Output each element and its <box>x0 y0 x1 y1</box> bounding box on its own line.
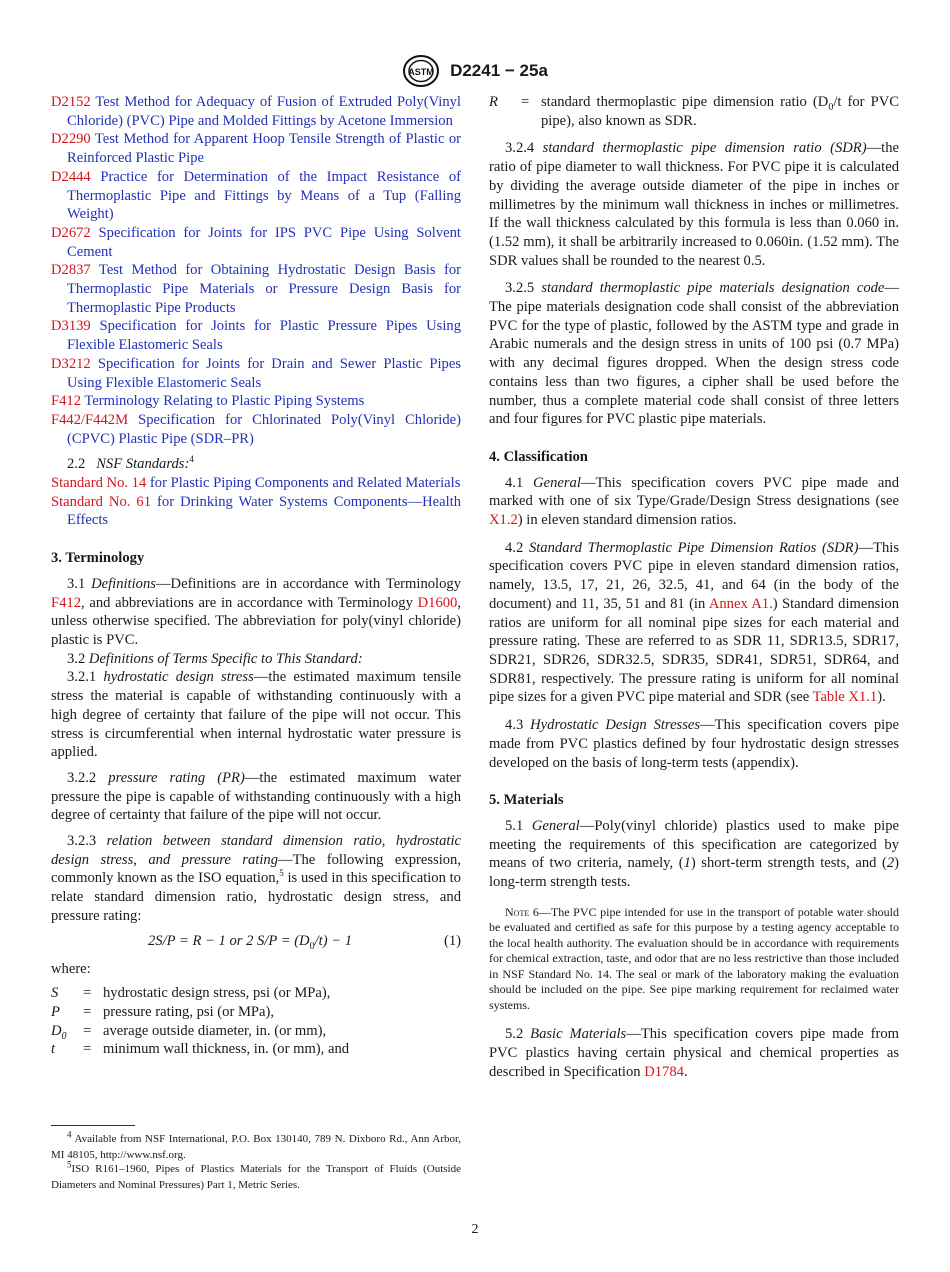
reference-link[interactable]: D1784 <box>644 1063 684 1080</box>
section-term: Definitions <box>91 575 156 592</box>
right-column <box>489 93 899 1081</box>
paragraph-5-1 <box>489 817 899 892</box>
reference-code-link[interactable]: D2672 <box>51 224 91 241</box>
footnote-text: Available from NSF International, P.O. Box 130140, 789 N. Dixboro Rd., Ann Arbor, MI 48105, http://www.nsf.org. <box>51 1133 461 1161</box>
equals-sign: = <box>83 1041 92 1058</box>
reference-item <box>51 130 461 167</box>
section-term: Basic Materials <box>530 1026 627 1043</box>
left-column <box>51 93 461 1059</box>
document-id: D2241 − 25a <box>450 61 548 80</box>
section-term: hydrostatic design stress <box>103 669 254 686</box>
body-text: —This specification covers PVC pipe in eleven standard dimension ratios, namely, 13.5, 17, 21, 26, 32.5, 41, and 64 (in the body of the document) and 11, 35, 51 and 81 (in <box>489 539 900 612</box>
reference-code-link[interactable]: D2152 <box>51 94 91 110</box>
reference-title-link[interactable]: Specification for Joints for IPS PVC Pipe Using Solvent Cement <box>67 224 461 260</box>
body-text: is used in this specification to relate standard dimension ratio, hydrostatic design stress, and pressure rating: <box>51 870 461 924</box>
definition-text: average outside diameter, in. (or mm), <box>103 1022 327 1039</box>
reference-code-link[interactable]: D3212 <box>51 355 91 372</box>
footnote-marker: 4 <box>67 1129 72 1140</box>
body-text: ) short-term strength tests, and ( <box>690 855 887 872</box>
body-text: —This specification covers pipe made from PVC plastics defined by four hydrostatic design stresses developed on the basis of long-term tests (appendix). <box>489 717 899 771</box>
equation-or: or <box>229 932 243 949</box>
equation-expression <box>148 932 352 951</box>
reference-code-link[interactable]: F442/F442M <box>51 411 129 428</box>
equation-subscript: 0 <box>309 940 315 952</box>
section-number: 5.2 <box>505 1026 524 1043</box>
reference-title-link[interactable]: Test Method for Obtaining Hydrostatic Design Basis for Thermoplastic Pipe Materials or Pressure Design Basis for Thermoplastic Pipe Products <box>67 262 461 316</box>
section-number: 4.3 <box>505 717 524 734</box>
footnote-divider <box>51 1125 135 1126</box>
reference-code-link[interactable]: D2444 <box>51 168 91 185</box>
section-heading: 3. Terminology <box>51 550 145 567</box>
equation-rhs: /t) − 1 <box>314 932 353 949</box>
footnote-marker: 5 <box>67 1159 72 1170</box>
nsf-standards-heading <box>51 455 461 474</box>
reference-title-link[interactable]: Specification for Joints for Drain and Sewer Plastic Pipes Using Flexible Elastomeric Seals <box>67 355 461 391</box>
svg-text:ASTM: ASTM <box>408 67 434 77</box>
reference-code-link[interactable]: F412 <box>51 393 82 410</box>
section-heading: 4. Classification <box>489 448 588 465</box>
body-text: ) Standard dimension ratios are uniform for all nominal pipe sizes for each material and pressure rating. These are referred to as SDR 11, SDR13.5, SDR17, SDR21, SDR26, SDR32.5, SDR35, SDR41, SDR51, SDR64, and SDR81, respectively. The pressure rating is uniform for all nominal pipe sizes for a given PVC pipe material and SDR (see <box>489 595 899 706</box>
reference-title-link[interactable]: Test Method for Apparent Hoop Tensile Strength of Plastic or Reinforced Plastic Pipe <box>67 131 461 167</box>
definition-row <box>51 1003 349 1022</box>
symbol: S <box>51 985 59 1002</box>
section-number: 3.2.2 <box>67 769 97 786</box>
reference-item <box>51 224 461 261</box>
section-term: General <box>533 474 581 491</box>
body-text: , and abbreviations are in accordance with Terminology <box>81 594 418 611</box>
section-term: standard thermoplastic pipe materials designation code <box>541 280 885 297</box>
body-text: , unless otherwise specified. The abbreviation for poly(vinyl chloride) plastic is PVC. <box>51 594 461 648</box>
section-number: 3.2.5 <box>505 280 535 297</box>
astm-logo-icon <box>402 54 440 88</box>
reference-code-link[interactable]: D2837 <box>51 262 91 279</box>
iso-equation <box>51 932 461 952</box>
note-label: Note 6 <box>505 904 539 919</box>
footnote-5 <box>51 1159 461 1193</box>
variable-definitions <box>51 984 349 1059</box>
body-text: —The pipe materials designation code shall consist of the abbreviation PVC for the type of plastic, followed by the ASTM type and grade in Arabic numerals and the design stress in units of 100 psi (0.7 MPa) with any decimal figures dropped. When the design stress code contains less than two figures, a cipher shall be used before the number, thus a complete material code shall consist of three letters and four figures for PVC plastic pipe materials. <box>489 280 900 428</box>
reference-link[interactable]: D1600 <box>417 594 458 611</box>
section-term: NSF Standards: <box>96 456 190 473</box>
equals-sign: = <box>83 1003 92 1020</box>
definition-text: standard thermoplastic pipe dimension ratio ($D_0/t$ for PVC pipe), also known as SDR. <box>541 94 900 129</box>
reference-title-link[interactable]: Test Method for Adequacy of Fusion of Extruded Poly(Vinyl Chloride) (PVC) Pipe and Molded Fittings by Acetone Immersion <box>67 94 461 129</box>
section-term: Hydrostatic Design Stresses <box>530 717 701 734</box>
paragraph-3-2 <box>51 650 461 669</box>
body-text: —Definitions are in accordance with Terminology <box>155 575 461 592</box>
section-number: 3.2.1 <box>67 669 97 686</box>
body-text: —the estimated maximum tensile stress the material is capable of withstanding continuously with a high degree of certainty that failure of the pipe will not occur. This stress is circumferential when internal hydrostatic water pressure is applied. <box>51 669 462 761</box>
section-number: 3.1 <box>67 575 86 592</box>
referenced-documents-list <box>51 93 461 448</box>
section-number: 3.2 <box>67 650 86 667</box>
section-number: 2.2 <box>67 456 86 473</box>
reference-code-link[interactable]: D2290 <box>51 131 91 148</box>
section-term: pressure rating (PR) <box>108 769 245 786</box>
paragraph-3-2-4 <box>489 139 899 270</box>
body-text: ) long-term strength tests. <box>489 855 899 891</box>
body-text: ) in eleven standard dimension ratios. <box>517 512 737 529</box>
section-heading: 5. Materials <box>489 792 564 809</box>
reference-link[interactable]: Annex A1. <box>708 595 773 612</box>
section-number: 3.2.4 <box>505 140 535 157</box>
footnote-text: ISO R161–1960, Pipes of Plastics Materials for the Transport of Fluids (Outside Diameters and Nominal Pressures) Part 1, Metric Series. <box>51 1163 461 1191</box>
paragraph-3-1 <box>51 575 461 650</box>
reference-item <box>51 392 461 411</box>
note-text: —The PVC pipe intended for use in the transport of potable water should be evaluated and certified as safe for this purpose by a testing agency acceptable to the local health authority. The evaluation should be in accordance with requirements for chemical extraction, taste, and odor that are no less restrictive than those included in NSF Standard No. 14. The seal or mark of the laboratory making the evaluation should be included on the pipe. See pipe marking requirement for reclaimed water systems. <box>489 904 900 1012</box>
section-term: General <box>531 817 580 834</box>
paragraph-4-3 <box>489 716 899 772</box>
reference-item <box>51 493 461 530</box>
definition-text: minimum wall thickness, in. (or mm), and <box>103 1041 350 1058</box>
reference-item <box>51 93 461 130</box>
equation-rhs: 2 S/P = (D <box>246 932 310 949</box>
definition-row <box>51 1022 349 1041</box>
symbol: $D_0$ <box>51 1022 67 1042</box>
footnote-4 <box>51 1129 461 1163</box>
reference-item <box>51 261 461 317</box>
footnote-marker: 4 <box>189 454 194 465</box>
paragraph-5-2 <box>489 1025 899 1081</box>
paragraph-3-2-3 <box>51 832 461 926</box>
definition-text: hydrostatic design stress, psi (or MPa), <box>103 985 331 1002</box>
body-text: —This specification covers pipe made from PVC plastics having certain physical and chemical properties as described in Specification <box>489 1026 899 1080</box>
reference-code-link[interactable]: D3139 <box>51 318 91 335</box>
paragraph-3-2-5 <box>489 279 899 429</box>
reference-code-link[interactable]: Standard No. 61 <box>51 493 152 510</box>
reference-title-link[interactable]: Practice for Determination of the Impact Resistance of Thermoplastic Pipe and Fittings by Means of a Tup (Falling Weight) <box>67 168 461 223</box>
section-term: Definitions of Terms Specific to This Standard: <box>88 650 363 667</box>
page-header <box>0 54 950 88</box>
section-term: relation between standard dimension ratio, hydrostatic design stress, and pressure rating <box>51 833 461 868</box>
body-text: —The following expression, commonly known as the ISO equation, <box>51 851 461 887</box>
body-text: . <box>683 1063 688 1080</box>
reference-item <box>51 474 461 493</box>
equation-lhs: 2S/P = R − 1 <box>148 932 226 949</box>
body-text: ). <box>877 689 886 706</box>
body-text: —Poly(vinyl chloride) plastics used to make pipe meeting the requirements of this specification are categorized by means of two criteria, namely, ( <box>489 817 899 872</box>
reference-item <box>51 411 461 448</box>
section-number: 5.1 <box>505 817 524 834</box>
section-number: 3.2.3 <box>67 833 97 850</box>
reference-title-link[interactable]: for Drinking Water Systems Components—Health Effects <box>67 493 461 529</box>
reference-item <box>51 317 461 354</box>
list-number: 1 <box>683 855 691 872</box>
body-text: —the ratio of pipe diameter to wall thickness. For PVC pipe it is calculated by dividing the average outside diameter of the pipe in inches or millimetres by the minimum wall thickness in inches or millimetres. If the wall thickness calculated by this formula is less than 0.060 in. (1.52 mm), it shall be arbitrarily increased to 0.060in. (1.52 mm). The SDR values shall be rounded to the nearest 0.5. <box>489 140 899 269</box>
paragraph-4-2 <box>489 539 899 707</box>
definition-text: pressure rating, psi (or MPa), <box>103 1003 275 1020</box>
footnote-marker: 5 <box>279 868 284 879</box>
symbol: P <box>51 1003 60 1020</box>
reference-link[interactable]: F412 <box>51 594 82 611</box>
reference-title-link[interactable]: Terminology Relating to Plastic Piping Systems <box>84 393 365 410</box>
reference-code-link[interactable]: Standard No. 14 <box>51 475 147 492</box>
definition-row <box>51 984 349 1003</box>
body-text: —This specification covers PVC pipe made and marked with one of six Type/Grade/Design Stress designations (see <box>489 474 899 510</box>
list-number: 2 <box>886 855 895 872</box>
symbol: R <box>489 94 498 110</box>
reference-link[interactable]: Table X1.1 <box>812 689 878 706</box>
reference-title-link[interactable]: for Plastic Piping Components and Related Materials <box>149 475 461 492</box>
reference-item <box>51 168 461 224</box>
variable-definitions <box>489 93 899 130</box>
section-term: Standard Thermoplastic Pipe Dimension Ratios (SDR) <box>528 539 859 556</box>
reference-link[interactable]: X1.2 <box>489 512 518 529</box>
equals-sign: = <box>83 1022 92 1039</box>
reference-title-link[interactable]: Specification for Chlorinated Poly(Vinyl Chloride) (CPVC) Plastic Pipe (SDR–PR) <box>67 411 461 447</box>
section-term: standard thermoplastic pipe dimension ratio (SDR) <box>542 140 867 157</box>
reference-title-link[interactable]: Specification for Joints for Plastic Pressure Pipes Using Flexible Elastomeric Seals <box>67 318 461 354</box>
section-number: 4.1 <box>505 474 524 491</box>
equation-number: (1) <box>443 932 461 949</box>
section-number: 4.2 <box>505 539 524 556</box>
equals-sign: = <box>83 985 92 1002</box>
paragraph-3-2-2 <box>51 769 461 825</box>
page-number: 2 <box>471 1222 479 1237</box>
definition-row <box>489 93 899 130</box>
note-6 <box>489 905 899 1014</box>
paragraph-4-1 <box>489 474 899 530</box>
definition-row <box>51 1040 349 1059</box>
symbol: t <box>51 1041 56 1058</box>
body-text: —the estimated maximum water pressure the pipe is capable of withstanding continuously with a high degree of certainty that failure of the pipe will not occur. <box>51 769 461 824</box>
equals-sign: = <box>521 94 530 110</box>
where-label: where: <box>51 960 91 977</box>
paragraph-3-2-1 <box>51 668 461 762</box>
reference-item <box>51 355 461 392</box>
